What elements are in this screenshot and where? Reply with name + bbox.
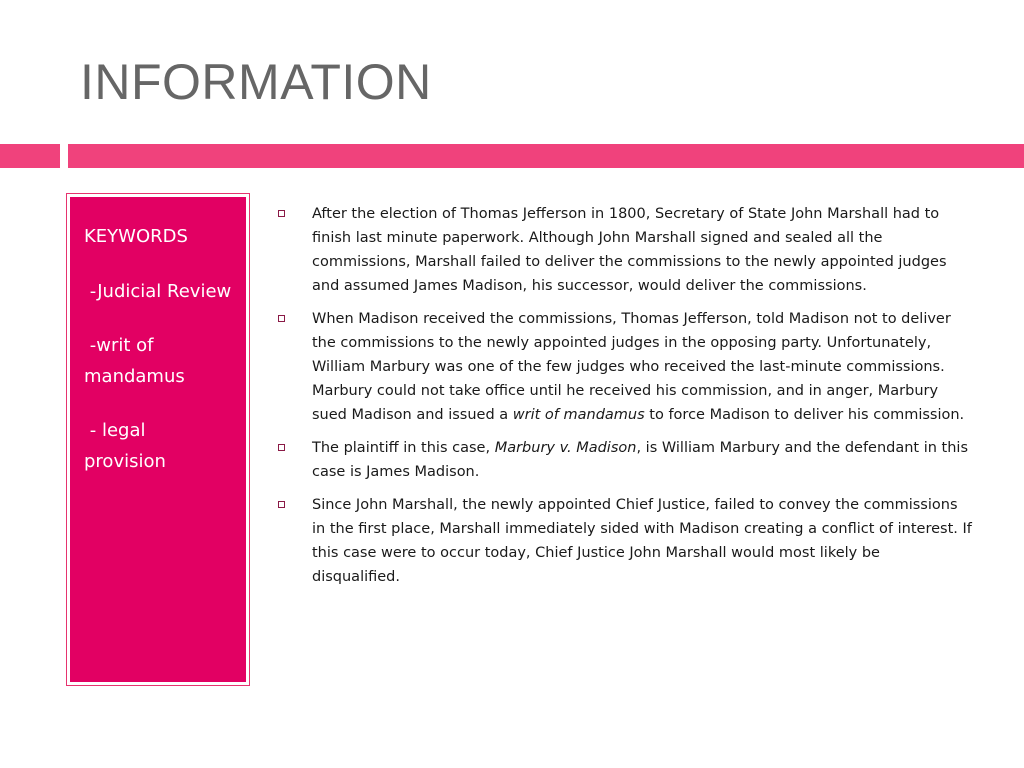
keyword-item-writ-of-mandamus: -writ of mandamus (84, 335, 185, 387)
bullet-text: Since John Marshall, the newly appointed Chief Justice, failed to convey the commissions in the first place, Marshall immediately sided with Madison creating a conflict of interest. If this case were to occur today, Chief Justice John Marshall would most likely be disqualified. (312, 497, 972, 585)
bullet-text-part: When Madison received the commissions, Thomas Jefferson, told Madison not to deliver the commissions to the newly appointed judges in the opposing party. Unfortunately, William Marbury was one of the few judges who received the last-minute commissions. Marbury could not take office until he received his commission, and in anger, Marbury sued Madison and issued a (312, 311, 951, 423)
bullet-item (272, 202, 972, 298)
bullet-item (272, 307, 972, 427)
square-bullet-icon (278, 315, 285, 322)
square-bullet-icon (278, 210, 285, 217)
bullet-emphasis: writ of mandamus (512, 407, 645, 423)
keywords-heading: KEYWORDS (84, 226, 188, 247)
square-bullet-icon (278, 444, 285, 451)
bullet-text-part: The plaintiff in this case, (312, 440, 495, 456)
keyword-item-judicial-review: -Judicial Review (84, 281, 232, 302)
bullet-emphasis: Marbury v. Madison (494, 440, 637, 456)
keywords-panel-inner (70, 197, 246, 682)
bullet-list (272, 202, 972, 598)
keywords-panel (66, 193, 250, 686)
bullet-text-part: , is William Marbury and the defendant in this case is James Madison. (312, 440, 969, 480)
square-bullet-icon (278, 501, 285, 508)
bullet-text (312, 311, 964, 423)
slide-title: INFORMATION (80, 54, 432, 110)
bullet-text (312, 440, 968, 480)
bullet-text: After the election of Thomas Jefferson in 1800, Secretary of State John Marshall had to finish last minute paperwork. Although John Marshall signed and sealed all the commissions, Marshall failed to deliver the commissions to the newly appointed judges and assumed James Madison, his successor, would deliver the commissions. (312, 206, 947, 294)
bullet-item (272, 493, 972, 589)
accent-bar-left (0, 144, 60, 168)
accent-bar-right (68, 144, 1024, 168)
keyword-item-legal-provision: - legal provision (84, 420, 166, 472)
bullet-text-part: to force Madison to deliver his commission. (644, 407, 965, 423)
bullet-item (272, 436, 972, 484)
